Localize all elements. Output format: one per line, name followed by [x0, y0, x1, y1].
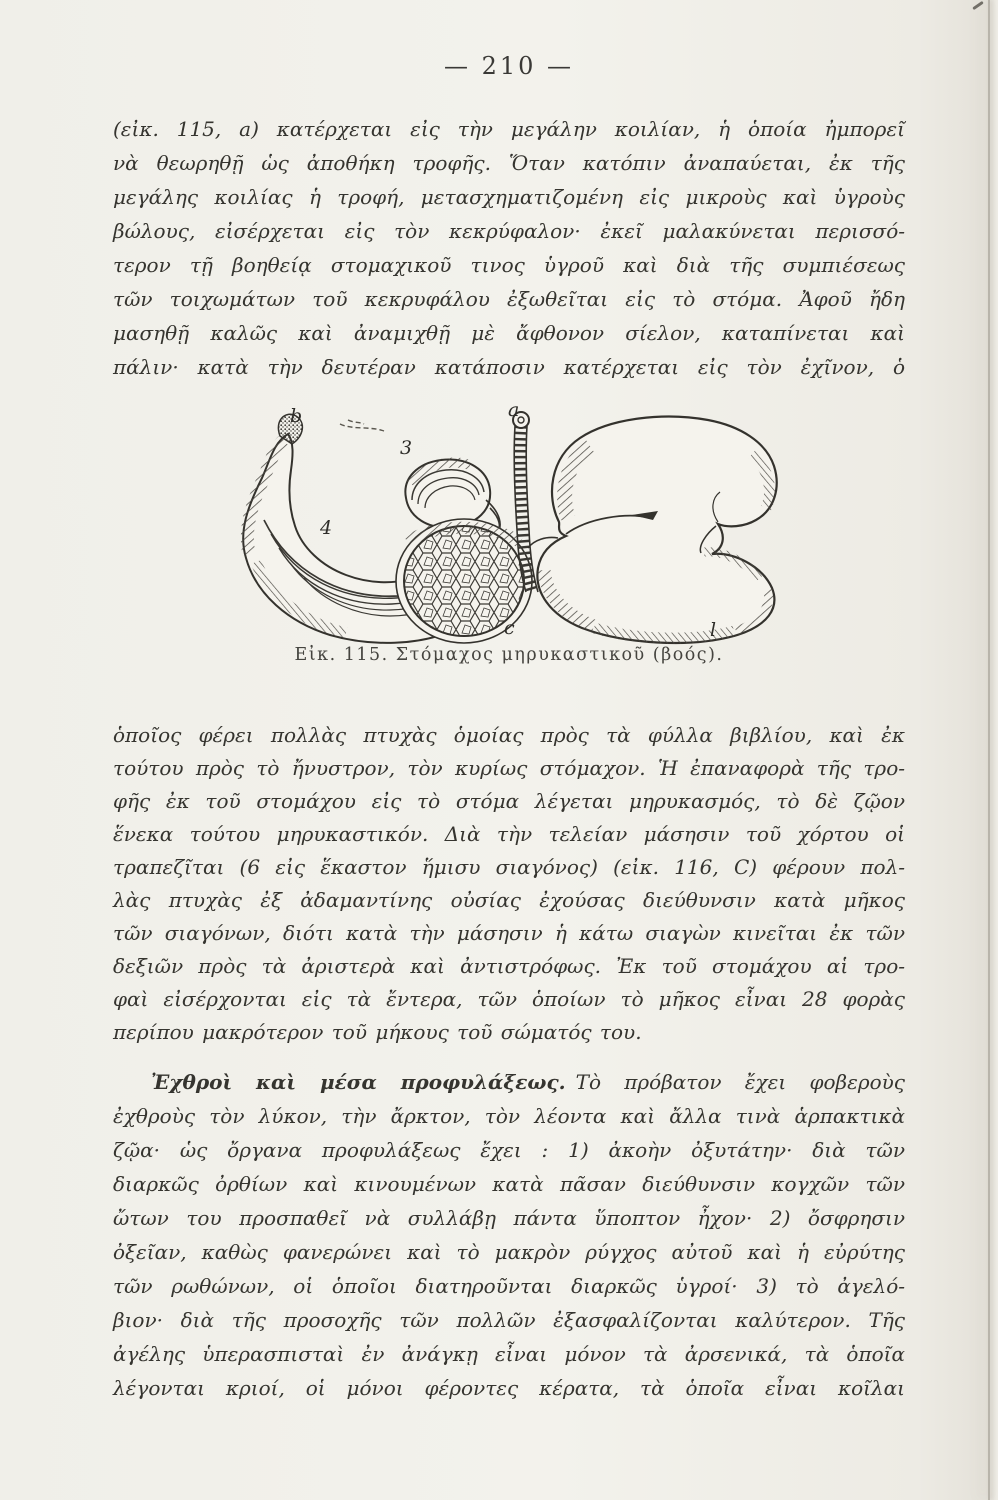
text-line: (εἰκ. 115, a) κατέρχεται εἰς τὴν μεγάλην κοιλίαν, ἡ ὁποία ἠμπορεῖ — [113, 117, 905, 141]
figure-label-l: l — [710, 619, 717, 641]
page-scan-edge-line — [988, 0, 990, 1500]
figure-label-3: 3 — [400, 437, 413, 459]
text-line: λέγονται κριοί, οἱ μόνοι φέροντες κέρατα, τὰ ὁποῖα εἶναι κοῖλαι — [113, 1376, 905, 1400]
paragraph-3 — [113, 1065, 905, 1405]
text-line: βώλους, εἰσέρχεται εἰς τὸν κεκρύφαλον· ἐκεῖ μαλακύνεται περισσό- — [113, 219, 905, 243]
paragraph-lead-bold: Ἐχθροὶ καὶ μέσα προφυλάξεως. — [151, 1070, 566, 1094]
figure-ruminant-stomach — [228, 400, 790, 648]
text-line: λὰς πτυχὰς ἐξ ἀδαμαντίνης οὐσίας ἐχούσας διεύθυνσιν κατὰ μῆκος — [113, 888, 905, 912]
text-line: πάλιν· κατὰ τὴν δευτέραν κατάποσιν κατέρχεται εἰς τὸν ἐχῖνον, ὁ — [113, 355, 905, 379]
text-line: τῶν σιαγόνων, διότι κατὰ τὴν μάσησιν ἡ κάτω σιαγὼν κινεῖται ἐκ τῶν — [113, 921, 905, 945]
text-line: δεξιῶν πρὸς τὰ ἀριστερὰ καὶ ἀντιστρόφως. Ἐκ τοῦ στομάχου αἱ τρο- — [113, 954, 905, 978]
text-line: ζῷα· ὡς ὄργανα προφυλάξεως ἔχει : 1) ἀκοὴν ὀξυτάτην· διὰ τῶν — [113, 1138, 905, 1162]
text-line: ἀγέλης ὑπερασπισταὶ ἐν ἀνάγκῃ εἶναι μόνον τὰ ἀρσενικά, τὰ ὁποῖα — [113, 1342, 905, 1366]
figure-caption: Εἰκ. 115. Στόμαχος μηρυκαστικοῦ (βοός). — [294, 645, 724, 665]
page-number: — 210 — — [443, 52, 575, 80]
text-line: μασηθῇ καλῶς καὶ ἀναμιχθῇ μὲ ἄφθονον σίελον, καταπίνεται καὶ — [113, 321, 905, 345]
text-line: τῶν ρωθώνων, οἱ ὁποῖοι διατηροῦνται διαρκῶς ὑγροί· 3) τὸ ἀγελό- — [113, 1274, 905, 1298]
text-line-paragraph-lead — [113, 1065, 905, 1099]
text-line: ὤτων του προσπαθεῖ νὰ συλλάβῃ πάντα ὕποπτον ἦχον· 2) ὄσφρησιν — [113, 1206, 905, 1230]
text-line: τούτου πρὸς τὸ ἤνυστρον, τὸν κυρίως στόμαχον. Ἡ ἐπαναφορὰ τῆς τρο- — [113, 756, 905, 780]
text-line: ὁποῖος φέρει πολλὰς πτυχὰς ὁμοίας πρὸς τὰ φύλλα βιβλίου, καὶ ἐκ — [113, 723, 905, 747]
text-line: ὀξεῖαν, καθὼς φανερώνει καὶ τὸ μακρὸν ρύγχος αὐτοῦ καὶ ἡ εὐρύτης — [113, 1240, 905, 1264]
text-line: φῆς ἐκ τοῦ στομάχου εἰς τὸ στόμα λέγεται μηρυκασμός, τὸ δὲ ζῷον — [113, 789, 905, 813]
text-line: τραπεζῖται (6 εἰς ἕκαστον ἥμισυ σιαγόνος) (εἰκ. 116, C) φέρουν πολ- — [113, 855, 905, 879]
rumen-shape — [537, 417, 776, 643]
text-line: βιον· διὰ τῆς προσοχῆς τῶν πολλῶν ἐξασφαλίζονται καλύτερον. Τῆς — [113, 1308, 905, 1332]
figure-label-c: c — [504, 617, 515, 639]
figure-label-a: a — [508, 400, 520, 421]
text-line: νὰ θεωρηθῇ ὡς ἀποθήκη τροφῆς. Ὅταν κατόπιν ἀναπαύεται, ἐκ τῆς — [113, 151, 905, 175]
figure-label-b: b — [290, 405, 303, 427]
text-line: περίπου μακρότερον τοῦ μήκους τοῦ σώματός του. — [113, 1020, 642, 1044]
scan-squiggle-artifact — [340, 420, 384, 431]
text-line: ἐχθροὺς τὸν λύκον, τὴν ἄρκτον, τὸν λέοντα καὶ ἄλλα τινὰ ἁρπακτικὰ — [113, 1104, 905, 1128]
text-line: ἕνεκα τούτου μηρυκαστικόν. Διὰ τὴν τελείαν μάσησιν τοῦ χόρτου οἱ — [113, 822, 905, 846]
figure-label-4: 4 — [320, 517, 333, 539]
text-line: τῶν τοιχωμάτων τοῦ κεκρυφάλου ἐξωθεῖται εἰς τὸ στόμα. Ἀφοῦ ἤδη — [113, 287, 905, 311]
paragraph-1 — [113, 112, 905, 384]
text-line: μεγάλης κοιλίας ἡ τροφή, μετασχηματιζομένη εἰς μικροὺς καὶ ὑγροὺς — [113, 185, 905, 209]
stomach-woodcut-illustration — [228, 400, 790, 648]
text-line: τερον τῇ βοηθείᾳ στομαχικοῦ τινος ὑγροῦ καὶ διὰ τῆς συμπιέσεως — [113, 253, 905, 277]
paragraph-2 — [113, 719, 905, 1049]
text-line: διαρκῶς ὀρθίων καὶ κινουμένων κατὰ πᾶσαν διεύθυνσιν κογχῶν τῶν — [113, 1172, 905, 1196]
text-line: φαὶ εἰσέρχονται εἰς τὰ ἔντερα, τῶν ὁποίων τὸ μῆκος εἶναι 28 φορὰς — [113, 987, 905, 1011]
paragraph-lead-rest: Τὸ πρόβατον ἔχει φοβεροὺς — [575, 1070, 905, 1094]
scan-corner-artifact — [972, 1, 984, 10]
